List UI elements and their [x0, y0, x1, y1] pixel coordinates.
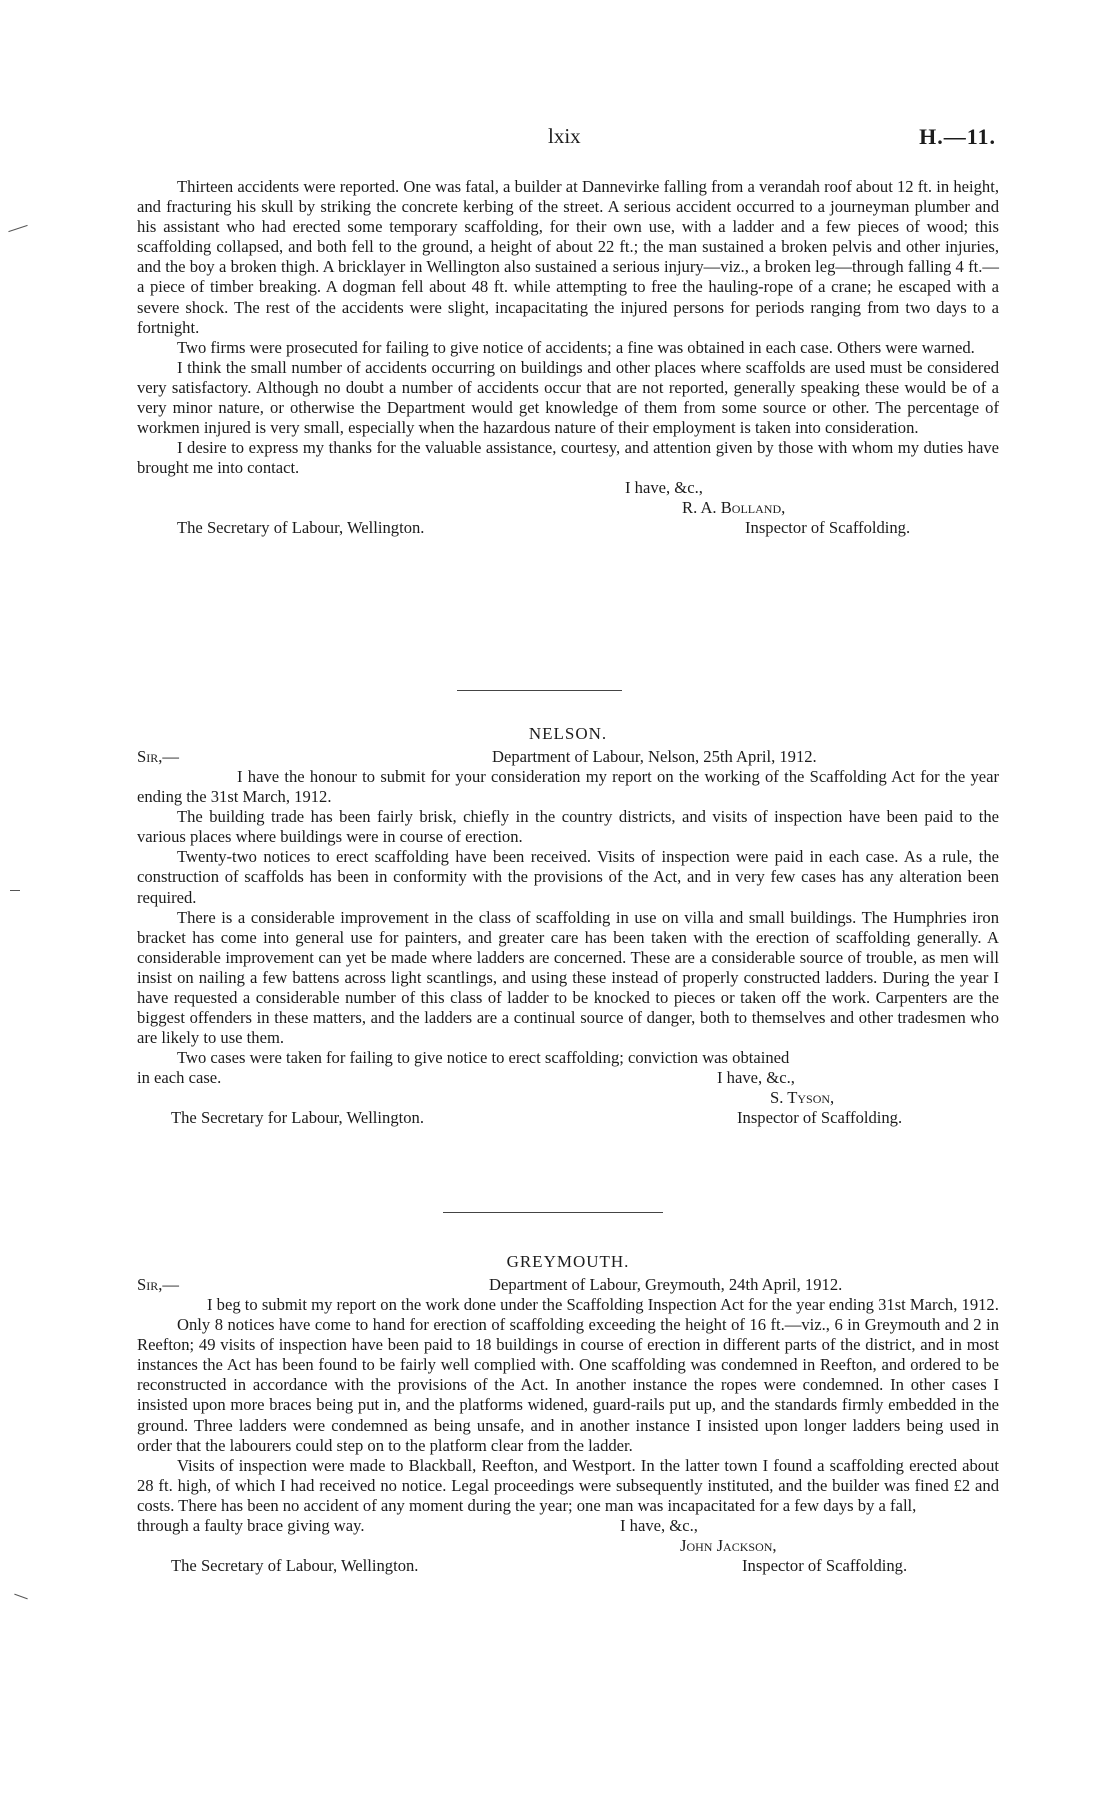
report-paragraph-end: through a faulty brace giving way.	[137, 1516, 365, 1536]
report-paragraph: There is a considerable improvement in the class of scaffolding in use on villa and small buildings. The Humphries iron bracket has come into general use for painters, and greater care has been taken with the erection of scaffolding generally. A considerable improvement can yet be made where ladders are concerned. These are a considerable source of trouble, as men will insist on nailing a few battens across light scantlings, and using these instead of properly constructed ladders. During the year I have requested a considerable number of this class of ladder to be knocked to pieces or taken off the work. Carpenters are the biggest offenders in these matters, and the ladders are a continual source of danger, both to themselves and other tradesmen who are likely to use them.	[137, 907, 999, 1048]
dateline-row	[137, 747, 999, 767]
salutation: Sir,—	[137, 1275, 179, 1294]
signature-row	[137, 1068, 999, 1088]
nelson-report-section	[137, 724, 999, 1128]
salutation: Sir,—	[137, 747, 179, 766]
report-paragraph: I have the honour to submit for your consideration my report on the working of the Scaffolding Act for the year ending the 31st March, 1912.	[137, 767, 999, 807]
margin-mark	[10, 890, 20, 891]
signature-row	[137, 1088, 999, 1108]
signature-row	[137, 1556, 999, 1576]
closing-text: I have, &c.,	[620, 1516, 698, 1536]
greymouth-report-section	[137, 1252, 999, 1576]
signature-row	[137, 1536, 999, 1556]
report-paragraph: Thirteen accidents were reported. One was fatal, a builder at Dannevirke falling from a verandah roof about 12 ft. in height, and fracturing his skull by striking the concrete kerbing of the street. A serious accident occurred to a journeyman plumber and his assistant who had erected some temporary scaffolding, for their own use, with a ladder and a few pieces of wood; this scaffolding collapsed, and both fell to the ground, a height of about 22 ft.; the man sustained a broken pelvis and other injuries, and the boy a broken thigh. A bricklayer in Wellington also sustained a serious injury—viz., a broken leg—through falling 4 ft.—a piece of timber breaking. A dogman fell about 48 ft. while attempting to free the hauling-rope of a crane; he escaped with a severe shock. The rest of the accidents were slight, incapacitating the injured persons for periods ranging from two days to a fortnight.	[137, 177, 999, 337]
signature-row	[137, 478, 999, 498]
report-paragraph: Only 8 notices have come to hand for erection of scaffolding exceeding the height of 16 ft.—viz., 6 in Greymouth and 2 in Reefton; 49 visits of inspection have been paid to 18 buildings in course of erection in different parts of the district, and in most instances the Act has been found to be fairly well complied with. One scaffolding was condemned in Reefton, and ordered to be reconstructed in accordance with the provisions of the Act. In another instance the ropes were condemned. In other cases I insisted upon more braces being put in, and the platforms widened, guard-rails put up, and the standards firmly embedded in the ground. Three ladders were condemned as being unsafe, and in another instance I insisted upon longer ladders being used in order that the labourers could step on to the platform clear from the ladder.	[137, 1315, 999, 1455]
report-paragraph-end: in each case.	[137, 1068, 222, 1088]
closing-text: I have, &c.,	[717, 1068, 795, 1088]
section-title: GREYMOUTH.	[506, 1252, 630, 1271]
report-paragraph: The building trade has been fairly brisk, chiefly in the country districts, and visits of inspection have been paid to the various places where buildings were in course of erection.	[137, 807, 999, 847]
page-number: lxix	[548, 124, 581, 148]
report-paragraph: Visits of inspection were made to Blackball, Reefton, and Westport. In the latter town I found a scaffolding erected about 28 ft. high, of which I had received no notice. Legal proceedings were subsequently instituted, and the builder was fined £2 and costs. There has been no accident of any moment during the year; one man was incapacitated for a few days by a fall,	[137, 1455, 999, 1515]
signature-row	[137, 1108, 999, 1128]
signature-row	[137, 498, 999, 518]
signature-row	[137, 1516, 999, 1536]
addressee: The Secretary of Labour, Wellington.	[177, 518, 425, 538]
report-paragraph: I desire to express my thanks for the valuable assistance, courtesy, and attention given by those with whom my duties have brought me into contact.	[137, 438, 999, 478]
section-title: NELSON.	[528, 724, 608, 743]
signature-row	[137, 518, 999, 538]
signature-title: Inspector of Scaffolding.	[737, 1108, 903, 1128]
dateline-row	[137, 1275, 999, 1295]
dateline: Department of Labour, Greymouth, 24th April, 1912.	[489, 1275, 843, 1294]
report-paragraph: Twenty-two notices to erect scaffolding have been received. Visits of inspection were paid in each case. As a rule, the construction of scaffolds has been in conformity with the provisions of the Act, and in very few cases has any alteration been required.	[137, 847, 999, 907]
page-header	[0, 124, 1114, 154]
document-reference: H.—11.	[919, 124, 996, 149]
addressee: The Secretary for Labour, Wellington.	[171, 1108, 424, 1128]
wellington-report-section	[137, 177, 999, 538]
section-divider	[457, 690, 622, 691]
closing-text: I have, &c.,	[625, 478, 703, 498]
signature-name: R. A. Bolland,	[682, 498, 786, 518]
paragraph-line	[137, 1048, 999, 1068]
margin-mark	[8, 225, 27, 232]
margin-mark	[14, 1594, 27, 1600]
report-paragraph: I think the small number of accidents occurring on buildings and other places where scaffolds are used must be considered very satisfactory. Although no doubt a number of accidents occur that are not reported, generally speaking these would be of a very minor nature, or otherwise the Department would get knowledge of them from some source or other. The percentage of workmen injured is very small, especially when the hazardous nature of their employment is taken into consideration.	[137, 357, 999, 438]
signature-name: John Jackson,	[680, 1536, 777, 1556]
signature-title: Inspector of Scaffolding.	[742, 1556, 908, 1576]
report-paragraph: Two firms were prosecuted for failing to give notice of accidents; a fine was obtained in each case. Others were warned.	[177, 337, 975, 357]
dateline: Department of Labour, Nelson, 25th April, 1912.	[492, 747, 817, 766]
signature-title: Inspector of Scaffolding.	[745, 518, 911, 538]
signature-name: S. Tyson,	[770, 1088, 835, 1108]
addressee: The Secretary of Labour, Wellington.	[171, 1556, 419, 1576]
section-divider	[443, 1212, 663, 1213]
report-paragraph-start: Two cases were taken for failing to give notice to erect scaffolding; conviction was obtained	[177, 1048, 790, 1068]
report-paragraph: I beg to submit my report on the work done under the Scaffolding Inspection Act for the year ending 31st March, 1912.	[207, 1295, 999, 1314]
